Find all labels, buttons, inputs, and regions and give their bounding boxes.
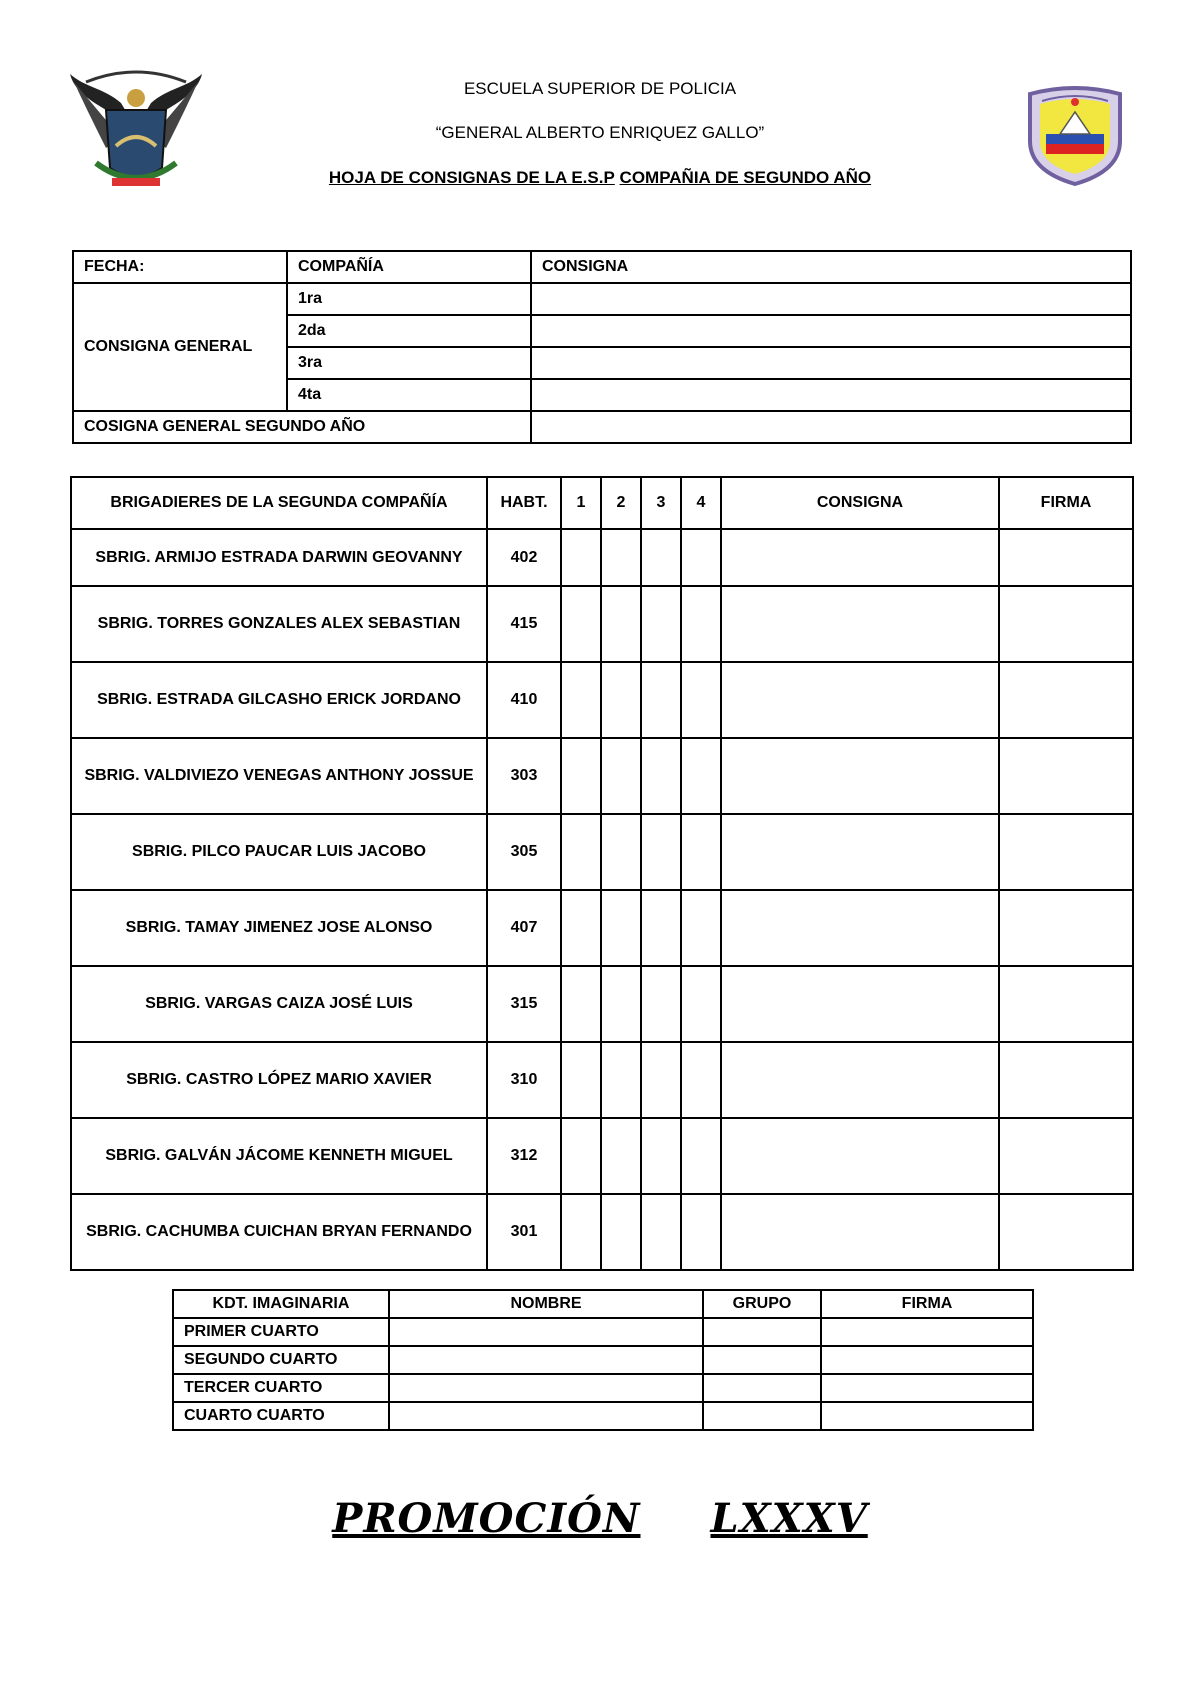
brigadier-firma-cell[interactable] bbox=[999, 890, 1133, 966]
brigadier-row bbox=[71, 1042, 1133, 1118]
brigadier-room: 415 bbox=[487, 586, 561, 662]
check-cell-2[interactable] bbox=[601, 586, 641, 662]
imaginaria-shift-label: TERCER CUARTO bbox=[173, 1374, 389, 1402]
brigadier-firma-cell[interactable] bbox=[999, 966, 1133, 1042]
imaginaria-firma-cell[interactable] bbox=[821, 1346, 1033, 1374]
sheet-title bbox=[0, 168, 1200, 188]
brigadier-name-header: BRIGADIERES DE LA SEGUNDA COMPAÑÍA bbox=[71, 477, 487, 529]
check-cell-4[interactable] bbox=[681, 1118, 721, 1194]
company-consigna-cell[interactable] bbox=[531, 283, 1131, 315]
check-cell-2[interactable] bbox=[601, 529, 641, 586]
brigadier-consigna-cell[interactable] bbox=[721, 1042, 999, 1118]
brigadier-room: 402 bbox=[487, 529, 561, 586]
kdt-header: KDT. IMAGINARIA bbox=[173, 1290, 389, 1318]
company-label: 3ra bbox=[287, 347, 531, 379]
check-cell-2[interactable] bbox=[601, 966, 641, 1042]
segundo-ano-consigna-cell[interactable] bbox=[531, 411, 1131, 443]
check-cell-4[interactable] bbox=[681, 1042, 721, 1118]
check-cell-2[interactable] bbox=[601, 890, 641, 966]
brigadier-name: SBRIG. TORRES GONZALES ALEX SEBASTIAN bbox=[71, 586, 487, 662]
brigadier-firma-cell[interactable] bbox=[999, 1118, 1133, 1194]
check-cell-3[interactable] bbox=[641, 662, 681, 738]
brigadier-firma-cell[interactable] bbox=[999, 529, 1133, 586]
check-cell-1[interactable] bbox=[561, 1194, 601, 1270]
consigna-general-label: CONSIGNA GENERAL bbox=[73, 283, 287, 411]
check-header-2: 2 bbox=[601, 477, 641, 529]
brigadier-row bbox=[71, 1194, 1133, 1270]
promotion-title bbox=[0, 1495, 1200, 1542]
brigadier-row bbox=[71, 662, 1133, 738]
brigadier-consigna-header: CONSIGNA bbox=[721, 477, 999, 529]
brigadier-firma-cell[interactable] bbox=[999, 1042, 1133, 1118]
brigadier-row bbox=[71, 1118, 1133, 1194]
check-cell-3[interactable] bbox=[641, 586, 681, 662]
sheet-title-part-a: HOJA DE CONSIGNAS DE LA E.S.P bbox=[328, 168, 615, 187]
check-cell-3[interactable] bbox=[641, 738, 681, 814]
consigna-header: CONSIGNA bbox=[531, 251, 1131, 283]
imaginaria-grupo-cell[interactable] bbox=[703, 1374, 821, 1402]
imaginaria-nombre-cell[interactable] bbox=[389, 1402, 703, 1430]
brigadier-firma-cell[interactable] bbox=[999, 1194, 1133, 1270]
brigadier-name: SBRIG. ARMIJO ESTRADA DARWIN GEOVANNY bbox=[71, 529, 487, 586]
brigadier-firma-header: FIRMA bbox=[999, 477, 1133, 529]
brigadier-row bbox=[71, 738, 1133, 814]
brigadier-name: SBRIG. VALDIVIEZO VENEGAS ANTHONY JOSSUE bbox=[71, 738, 487, 814]
imaginaria-row bbox=[173, 1318, 1033, 1346]
brigadier-room: 312 bbox=[487, 1118, 561, 1194]
nombre-header: NOMBRE bbox=[389, 1290, 703, 1318]
imaginaria-shift-label: SEGUNDO CUARTO bbox=[173, 1346, 389, 1374]
brigadier-firma-cell[interactable] bbox=[999, 586, 1133, 662]
check-cell-4[interactable] bbox=[681, 738, 721, 814]
check-cell-1[interactable] bbox=[561, 1118, 601, 1194]
check-cell-4[interactable] bbox=[681, 966, 721, 1042]
brigadier-firma-cell[interactable] bbox=[999, 814, 1133, 890]
imaginaria-grupo-cell[interactable] bbox=[703, 1318, 821, 1346]
imaginaria-shift-label: PRIMER CUARTO bbox=[173, 1318, 389, 1346]
brigadier-firma-cell[interactable] bbox=[999, 738, 1133, 814]
check-cell-1[interactable] bbox=[561, 662, 601, 738]
check-cell-1[interactable] bbox=[561, 738, 601, 814]
imaginaria-grupo-cell[interactable] bbox=[703, 1346, 821, 1374]
imaginaria-nombre-cell[interactable] bbox=[389, 1374, 703, 1402]
brigadier-room: 303 bbox=[487, 738, 561, 814]
company-label: 1ra bbox=[287, 283, 531, 315]
check-header-1: 1 bbox=[561, 477, 601, 529]
brigadier-name: SBRIG. PILCO PAUCAR LUIS JACOBO bbox=[71, 814, 487, 890]
brigadier-room: 410 bbox=[487, 662, 561, 738]
brigadier-room: 315 bbox=[487, 966, 561, 1042]
check-cell-3[interactable] bbox=[641, 529, 681, 586]
brigadier-name: SBRIG. ESTRADA GILCASHO ERICK JORDANO bbox=[71, 662, 487, 738]
brigadier-consigna-cell[interactable] bbox=[721, 738, 999, 814]
school-patron: “GENERAL ALBERTO ENRIQUEZ GALLO” bbox=[435, 123, 765, 142]
school-name: ESCUELA SUPERIOR DE POLICIA bbox=[463, 79, 737, 98]
brigadier-name: SBRIG. CACHUMBA CUICHAN BRYAN FERNANDO bbox=[71, 1194, 487, 1270]
brigadier-room: 301 bbox=[487, 1194, 561, 1270]
check-header-4: 4 bbox=[681, 477, 721, 529]
brigadier-row bbox=[71, 890, 1133, 966]
imaginaria-row bbox=[173, 1374, 1033, 1402]
brigadier-row bbox=[71, 529, 1133, 586]
brigadier-consigna-cell[interactable] bbox=[721, 1194, 999, 1270]
brigadier-consigna-cell[interactable] bbox=[721, 662, 999, 738]
check-cell-1[interactable] bbox=[561, 529, 601, 586]
imaginaria-firma-header: FIRMA bbox=[821, 1290, 1033, 1318]
brigadier-name: SBRIG. GALVÁN JÁCOME KENNETH MIGUEL bbox=[71, 1118, 487, 1194]
brigadier-name: SBRIG. TAMAY JIMENEZ JOSE ALONSO bbox=[71, 890, 487, 966]
imaginaria-row bbox=[173, 1346, 1033, 1374]
room-header: HABT. bbox=[487, 477, 561, 529]
brigadier-consigna-cell[interactable] bbox=[721, 1118, 999, 1194]
imaginaria-grupo-cell[interactable] bbox=[703, 1402, 821, 1430]
check-header-3: 3 bbox=[641, 477, 681, 529]
imaginaria-table bbox=[172, 1289, 1034, 1431]
check-cell-3[interactable] bbox=[641, 1118, 681, 1194]
company-consigna-cell[interactable] bbox=[531, 379, 1131, 411]
brigadier-name: SBRIG. CASTRO LÓPEZ MARIO XAVIER bbox=[71, 1042, 487, 1118]
brigadier-consigna-cell[interactable] bbox=[721, 529, 999, 586]
general-consigna-table bbox=[72, 250, 1132, 444]
brigadier-row bbox=[71, 966, 1133, 1042]
check-cell-2[interactable] bbox=[601, 738, 641, 814]
check-cell-1[interactable] bbox=[561, 966, 601, 1042]
brigadier-table bbox=[70, 476, 1134, 1271]
check-cell-4[interactable] bbox=[681, 662, 721, 738]
grupo-header: GRUPO bbox=[703, 1290, 821, 1318]
imaginaria-row bbox=[173, 1402, 1033, 1430]
brigadier-firma-cell[interactable] bbox=[999, 662, 1133, 738]
check-cell-4[interactable] bbox=[681, 890, 721, 966]
check-cell-2[interactable] bbox=[601, 1194, 641, 1270]
brigadier-room: 310 bbox=[487, 1042, 561, 1118]
company-label: 2da bbox=[287, 315, 531, 347]
imaginaria-nombre-cell[interactable] bbox=[389, 1318, 703, 1346]
imaginaria-nombre-cell[interactable] bbox=[389, 1346, 703, 1374]
imaginaria-firma-cell[interactable] bbox=[821, 1374, 1033, 1402]
company-consigna-cell[interactable] bbox=[531, 347, 1131, 379]
sheet-title-part-b: COMPAÑIA DE SEGUNDO AÑO bbox=[619, 168, 872, 187]
brigadier-room: 407 bbox=[487, 890, 561, 966]
check-cell-2[interactable] bbox=[601, 1118, 641, 1194]
brigadier-consigna-cell[interactable] bbox=[721, 814, 999, 890]
brigadier-row bbox=[71, 586, 1133, 662]
imaginaria-firma-cell[interactable] bbox=[821, 1318, 1033, 1346]
check-cell-2[interactable] bbox=[601, 662, 641, 738]
promotion-number: LXXXV bbox=[710, 1495, 868, 1542]
brigadier-consigna-cell[interactable] bbox=[721, 586, 999, 662]
brigadier-room: 305 bbox=[487, 814, 561, 890]
check-cell-3[interactable] bbox=[641, 966, 681, 1042]
company-consigna-cell[interactable] bbox=[531, 315, 1131, 347]
check-cell-4[interactable] bbox=[681, 529, 721, 586]
check-cell-4[interactable] bbox=[681, 1194, 721, 1270]
segundo-ano-label: COSIGNA GENERAL SEGUNDO AÑO bbox=[73, 411, 531, 443]
brigadier-row bbox=[71, 814, 1133, 890]
promotion-label: PROMOCIÓN bbox=[332, 1495, 641, 1542]
brigadier-name: SBRIG. VARGAS CAIZA JOSÉ LUIS bbox=[71, 966, 487, 1042]
check-cell-3[interactable] bbox=[641, 1194, 681, 1270]
check-cell-4[interactable] bbox=[681, 586, 721, 662]
check-cell-1[interactable] bbox=[561, 814, 601, 890]
check-cell-3[interactable] bbox=[641, 814, 681, 890]
imaginaria-firma-cell[interactable] bbox=[821, 1402, 1033, 1430]
imaginaria-shift-label: CUARTO CUARTO bbox=[173, 1402, 389, 1430]
company-label: 4ta bbox=[287, 379, 531, 411]
fecha-header: FECHA: bbox=[73, 251, 287, 283]
brigadier-consigna-cell[interactable] bbox=[721, 890, 999, 966]
check-cell-4[interactable] bbox=[681, 814, 721, 890]
check-cell-3[interactable] bbox=[641, 890, 681, 966]
check-cell-1[interactable] bbox=[561, 890, 601, 966]
check-cell-1[interactable] bbox=[561, 586, 601, 662]
check-cell-2[interactable] bbox=[601, 814, 641, 890]
compania-header: COMPAÑÍA bbox=[287, 251, 531, 283]
brigadier-consigna-cell[interactable] bbox=[721, 966, 999, 1042]
check-cell-1[interactable] bbox=[561, 1042, 601, 1118]
check-cell-3[interactable] bbox=[641, 1042, 681, 1118]
check-cell-2[interactable] bbox=[601, 1042, 641, 1118]
